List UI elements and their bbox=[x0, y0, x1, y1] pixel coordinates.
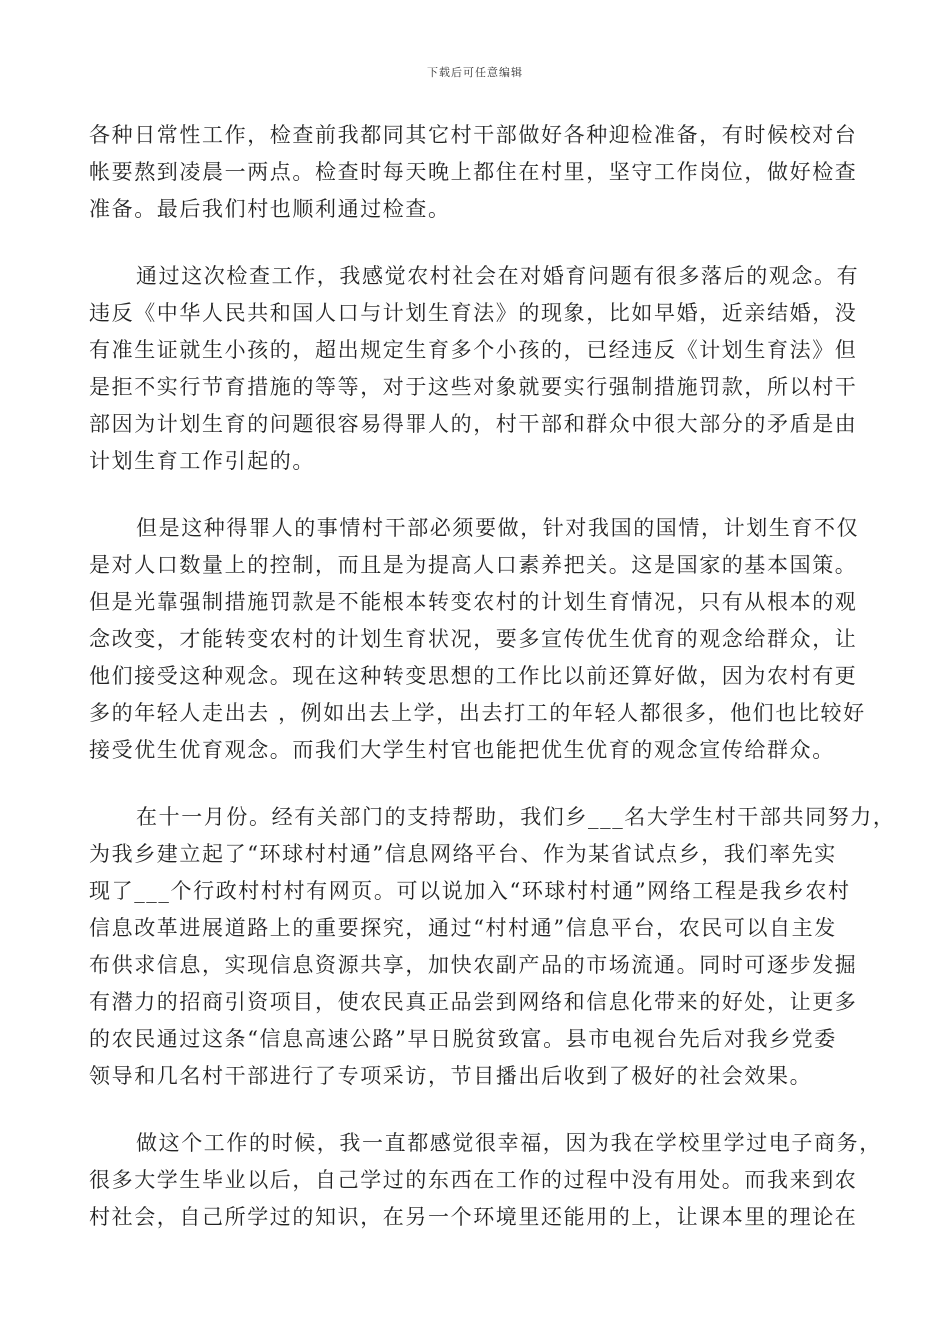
paragraph-3 bbox=[89, 510, 879, 769]
text-line: 在十一月份。经有关部门的支持帮助，我们乡___名大学生村干部共同努力， bbox=[136, 805, 896, 829]
text-line: 是对人口数量上的控制，而且是为提高人口素养把关。这是国家的基本国策。 bbox=[89, 553, 858, 577]
text-line: 各种日常性工作，检查前我都同其它村干部做好各种迎检准备，有时候校对台 bbox=[89, 123, 858, 147]
text-line: 领导和几名村干部进行了专项采访，节目播出后收到了极好的社会效果。 bbox=[89, 1064, 813, 1088]
text-line: 多的年轻人走出去 ，例如出去上学，出去打工的年轻人都很多，他们也比较好 bbox=[89, 701, 866, 725]
paragraph-1 bbox=[89, 117, 879, 228]
text-line: 部因为计划生育的问题很容易得罪人的，村干部和群众中很大部分的矛盾是由 bbox=[89, 412, 858, 436]
text-line: 但是光靠强制措施罚款是不能根本转变农村的计划生育情况，只有从根本的观 bbox=[89, 590, 858, 614]
text-line: 有准生证就生小孩的，超出规定生育多个小孩的，已经违反《计划生育法》但 bbox=[89, 338, 858, 362]
text-line: 为我乡建立起了“环球村村通”信息网络平台、作为某省试点乡，我们率先实 bbox=[89, 842, 837, 866]
text-line: 是拒不实行节育措施的等等，对于这些对象就要实行强制措施罚款，所以村干 bbox=[89, 375, 858, 399]
text-line: 很多大学生毕业以后，自己学过的东西在工作的过程中没有用处。而我来到农 bbox=[89, 1168, 858, 1192]
text-line: 做这个工作的时候，我一直都感觉很幸福，因为我在学校里学过电子商务， bbox=[136, 1131, 882, 1155]
text-line: 通过这次检查工作，我感觉农村社会在对婚育问题有很多落后的观念。有 bbox=[136, 264, 860, 288]
text-line: 接受优生优育观念。而我们大学生村官也能把优生优育的观念宣传给群众。 bbox=[89, 738, 835, 762]
text-line: 念改变，才能转变农村的计划生育状况，要多宣传优生优育的观念给群众，让 bbox=[89, 627, 858, 651]
paragraph-4 bbox=[89, 799, 896, 1095]
text-line: 布供求信息，实现信息资源共享，加快农副产品的市场流通。同时可逐步发掘 bbox=[89, 953, 858, 977]
text-line: 违反《中华人民共和国人口与计划生育法》的现象，比如早婚，近亲结婚，没 bbox=[89, 301, 858, 325]
paragraph-2 bbox=[89, 258, 879, 480]
text-line: 帐要熬到凌晨一两点。检查时每天晚上都住在村里，坚守工作岗位，做好检查 bbox=[89, 160, 858, 184]
text-line: 现了___个行政村村村有网页。可以说加入“环球村村通”网络工程是我乡农村 bbox=[89, 879, 851, 903]
text-line: 信息改革进展道路上的重要探究，通过“村村通”信息平台，农民可以自主发 bbox=[89, 916, 837, 940]
text-line: 他们接受这种观念。现在这种转变思想的工作比以前还算好做，因为农村有更 bbox=[89, 664, 858, 688]
text-line: 准备。最后我们村也顺利通过检查。 bbox=[89, 197, 451, 221]
text-line: 但是这种得罪人的事情村干部必须要做，针对我国的国情，计划生育不仅 bbox=[136, 516, 860, 540]
text-line: 村社会，自己所学过的知识，在另一个环境里还能用的上，让课本里的理论在 bbox=[89, 1205, 858, 1229]
document-body bbox=[89, 117, 896, 1236]
paragraph-5 bbox=[89, 1125, 882, 1236]
text-line: 有潜力的招商引资项目，使农民真正品尝到网络和信息化带来的好处，让更多 bbox=[89, 990, 858, 1014]
page-header: 下载后可任意编辑 bbox=[427, 66, 523, 79]
text-line: 的农民通过这条“信息高速公路”早日脱贫致富。县市电视台先后对我乡党委 bbox=[89, 1027, 837, 1051]
text-line: 计划生育工作引起的。 bbox=[89, 449, 315, 473]
